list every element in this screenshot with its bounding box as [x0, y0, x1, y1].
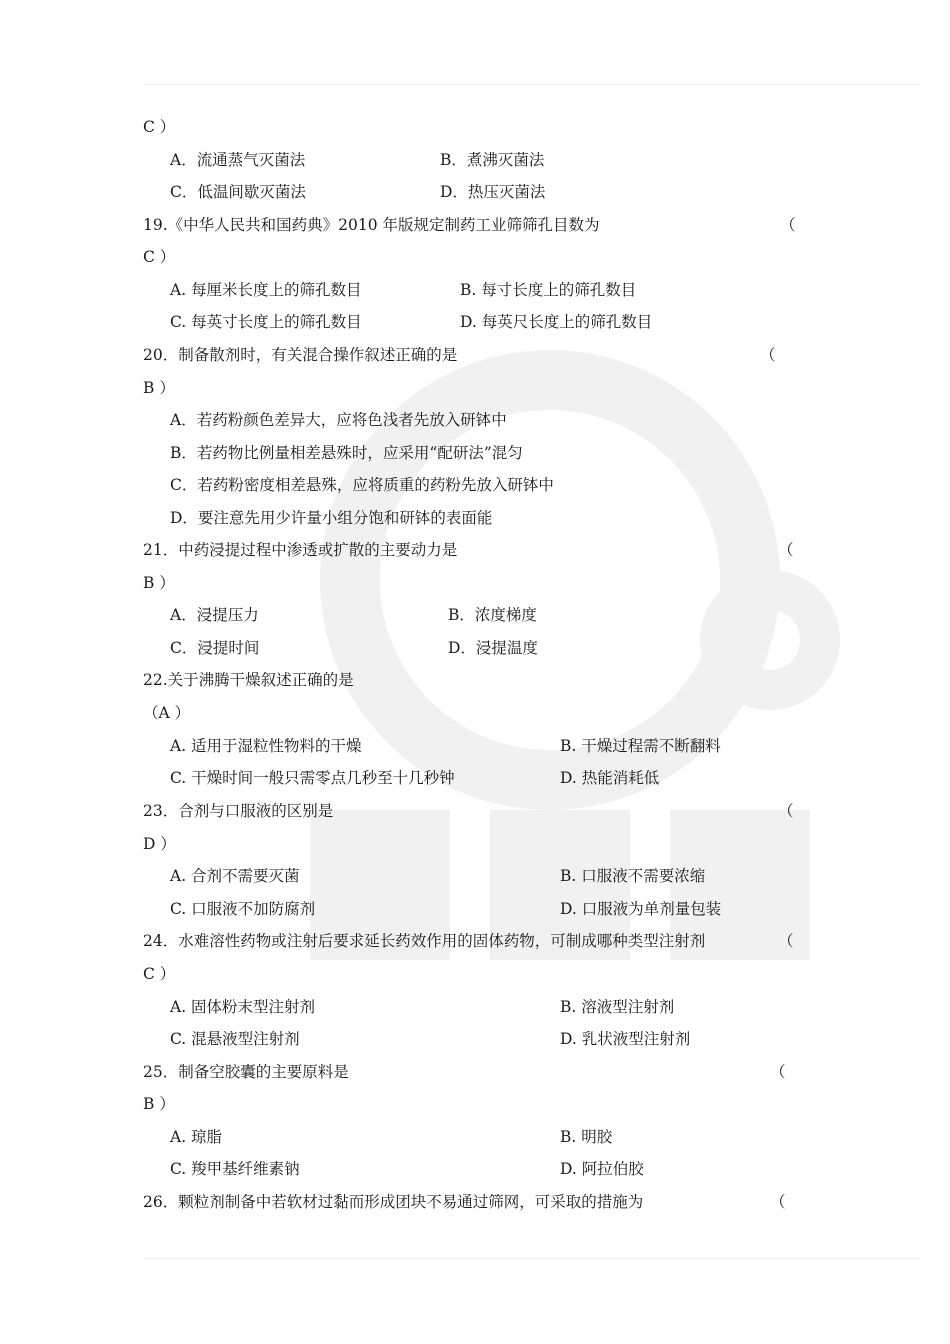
- q22-answer: （A ）: [143, 704, 191, 722]
- q25-option-c: C. 羧甲基纤维素钠: [170, 1160, 300, 1178]
- q20-stem: 20．制备散剂时，有关混合操作叙述正确的是: [143, 346, 458, 364]
- q19-option-d: D. 每英尺长度上的筛孔数目: [460, 313, 653, 331]
- q25-answer: B ）: [143, 1095, 175, 1113]
- q21-stem: 21．中药浸提过程中渗透或扩散的主要动力是: [143, 541, 458, 559]
- q21-paren: （: [778, 541, 794, 559]
- footer-rule: [143, 1258, 920, 1259]
- q22-option-a: A. 适用于湿粒性物料的干燥: [170, 737, 362, 755]
- q19-option-b: B. 每寸长度上的筛孔数目: [460, 281, 637, 299]
- q26-paren: （: [770, 1193, 786, 1211]
- q21-option-b: B．浓度梯度: [448, 606, 537, 624]
- q21-answer: B ）: [143, 574, 175, 592]
- q19-option-a: A. 每厘米长度上的筛孔数目: [170, 281, 362, 299]
- q19-stem: 19.《中华人民共和国药典》2010 年版规定制药工业筛筛孔目数为: [143, 216, 600, 234]
- q20-option-b: B．若药物比例量相差悬殊时，应采用“配研法”混匀: [170, 444, 523, 462]
- q23-option-c: C. 口服液不加防腐剂: [170, 900, 316, 918]
- q25-stem: 25．制备空胶囊的主要原料是: [143, 1063, 349, 1081]
- q18-option-d: D．热压灭菌法: [440, 183, 546, 201]
- q22-option-b: B. 干燥过程需不断翻料: [560, 737, 721, 755]
- q18-option-c: C．低温间歇灭菌法: [170, 183, 306, 201]
- q21-option-d: D．浸提温度: [448, 639, 538, 657]
- q20-option-d: D．要注意先用少许量小组分饱和研钵的表面能: [170, 509, 493, 527]
- q18-option-b: B．煮沸灭菌法: [440, 151, 545, 169]
- q23-answer: D ）: [143, 835, 176, 853]
- q19-option-c: C. 每英寸长度上的筛孔数目: [170, 313, 362, 331]
- header-rule: [143, 84, 920, 85]
- q19-answer: C ）: [143, 248, 176, 266]
- q23-option-d: D. 口服液为单剂量包装: [560, 900, 722, 918]
- q18-answer: C ）: [143, 118, 176, 136]
- q23-option-b: B. 口服液不需要浓缩: [560, 867, 706, 885]
- q24-option-d: D. 乳状液型注射剂: [560, 1030, 691, 1048]
- q25-option-a: A. 琼脂: [170, 1128, 223, 1146]
- q26-stem: 26．颗粒剂制备中若软材过黏而形成团块不易通过筛网，可采取的措施为: [143, 1193, 644, 1211]
- q24-option-a: A. 固体粉末型注射剂: [170, 998, 316, 1016]
- q25-paren: （: [770, 1063, 786, 1081]
- q23-stem: 23．合剂与口服液的区别是: [143, 802, 334, 820]
- q25-option-b: B. 明胶: [560, 1128, 613, 1146]
- q22-option-d: D. 热能消耗低: [560, 769, 660, 787]
- q24-answer: C ）: [143, 965, 176, 983]
- q20-paren: （: [760, 346, 776, 364]
- q23-option-a: A. 合剂不需要灭菌: [170, 867, 300, 885]
- q24-option-b: B. 溶液型注射剂: [560, 998, 675, 1016]
- q19-paren: （: [780, 216, 796, 234]
- q24-paren: （: [778, 932, 794, 950]
- q22-stem: 22.关于沸腾干燥叙述正确的是: [143, 671, 354, 689]
- q24-stem: 24．水难溶性药物或注射后要求延长药效作用的固体药物，可制成哪种类型注射剂: [143, 932, 706, 950]
- q18-option-a: A．流通蒸气灭菌法: [170, 151, 306, 169]
- q23-paren: （: [778, 802, 794, 820]
- q21-option-a: A．浸提压力: [170, 606, 259, 624]
- q20-option-a: A．若药粉颜色差异大，应将色浅者先放入研钵中: [170, 411, 507, 429]
- q24-option-c: C. 混悬液型注射剂: [170, 1030, 300, 1048]
- q22-option-c: C. 干燥时间一般只需零点几秒至十几秒钟: [170, 769, 455, 787]
- q20-option-c: C．若药粉密度相差悬殊，应将质重的药粉先放入研钵中: [170, 476, 554, 494]
- q20-answer: B ）: [143, 379, 175, 397]
- q21-option-c: C．浸提时间: [170, 639, 260, 657]
- q25-option-d: D. 阿拉伯胶: [560, 1160, 644, 1178]
